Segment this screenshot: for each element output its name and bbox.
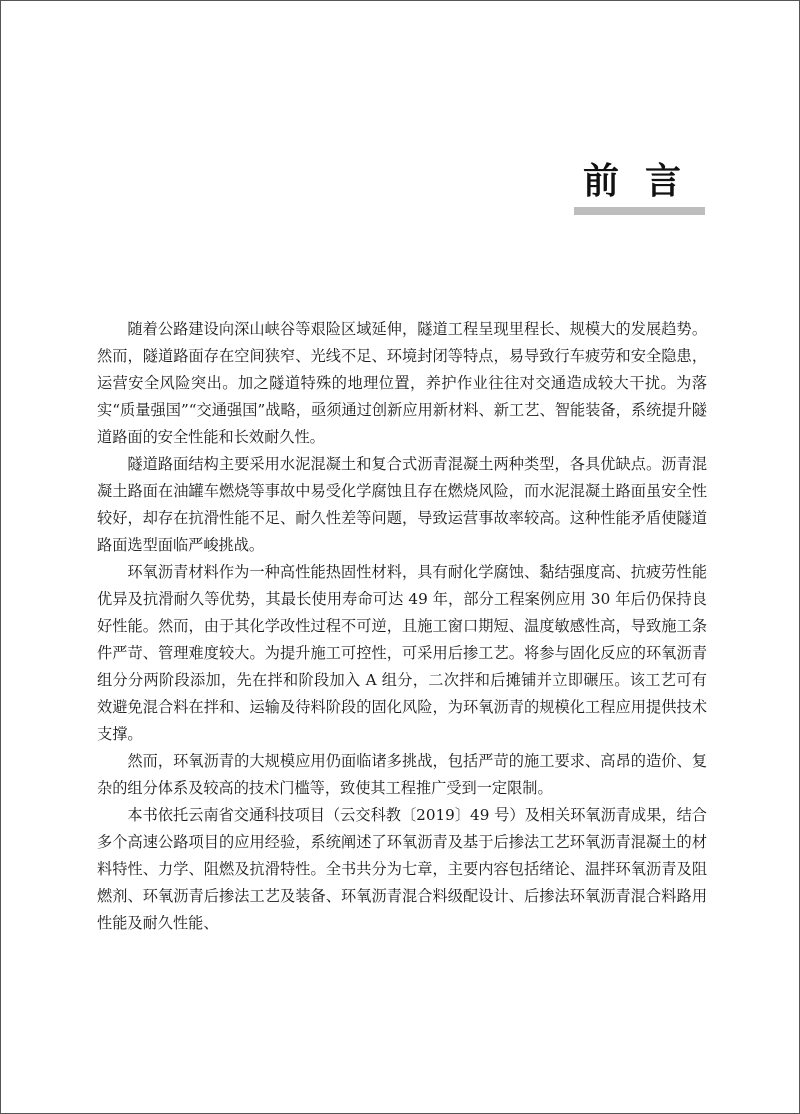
paragraph: 隧道路面结构主要采用水泥混凝土和复合式沥青混凝土两种类型，各具优缺点。沥青混凝土路面在油罐车燃烧等事故中易受化学腐蚀且存在燃烧风险，而水泥混凝土路面虽安全性较好，却存在抗滑性能不足、耐久性差等问题，导致运营事故率较高。这种性能矛盾使隧道路面选型面临严峻挑战。 <box>97 455 707 554</box>
title-underline-bar <box>574 207 705 215</box>
preface-body <box>97 316 707 937</box>
paragraph: 然而，环氧沥青的大规模应用仍面临诸多挑战，包括严苛的施工要求、高昂的造价、复杂的组分体系及较高的技术门槛等，致使其工程推广受到一定限制。 <box>97 752 707 797</box>
paragraph: 环氧沥青材料作为一种高性能热固性材料，具有耐化学腐蚀、黏结强度高、抗疲劳性能优异及抗滑耐久等优势，其最长使用寿命可达 49 年，部分工程案例应用 30 年后仍保持良好性能。然而，由于其化学改性过程不可逆，且施工窗口期短、温度敏感性高，导致施工条件严苛、管理难度较大。为提升施工可控性，可采用后掺工艺。将参与固化反应的环氧沥青组分分两阶段添加，先在拌和阶段加入 A 组分，二次拌和后摊铺并立即碾压。该工艺可有效避免混合料在拌和、运输及待料阶段的固化风险，为环氧沥青的规模化工程应用提供技术支撑。 <box>97 563 707 743</box>
paragraph: 本书依托云南省交通科技项目（云交科教〔2019〕49 号）及相关环氧沥青成果，结合多个高速公路项目的应用经验，系统阐述了环氧沥青及基于后掺法工艺环氧沥青混凝土的材料特性、力学、阻燃及抗滑特性。全书共分为七章，主要内容包括绪论、温拌环氧沥青及阻燃剂、环氧沥青后掺法工艺及装备、环氧沥青混合料级配设计、后掺法环氧沥青混合料路用性能及耐久性能、 <box>97 806 707 932</box>
page-title: 前言 <box>582 160 707 202</box>
paragraph: 随着公路建设向深山峡谷等艰险区域延伸，隧道工程呈现里程长、规模大的发展趋势。然而，隧道路面存在空间狭窄、光线不足、环境封闭等特点，易导致行车疲劳和安全隐患，运营安全风险突出。加之隧道特殊的地理位置，养护作业往往对交通造成较大干扰。为落实“质量强国”“交通强国”战略，亟须通过创新应用新材料、新工艺、智能装备，系统提升隧道路面的安全性能和长效耐久性。 <box>97 320 707 446</box>
